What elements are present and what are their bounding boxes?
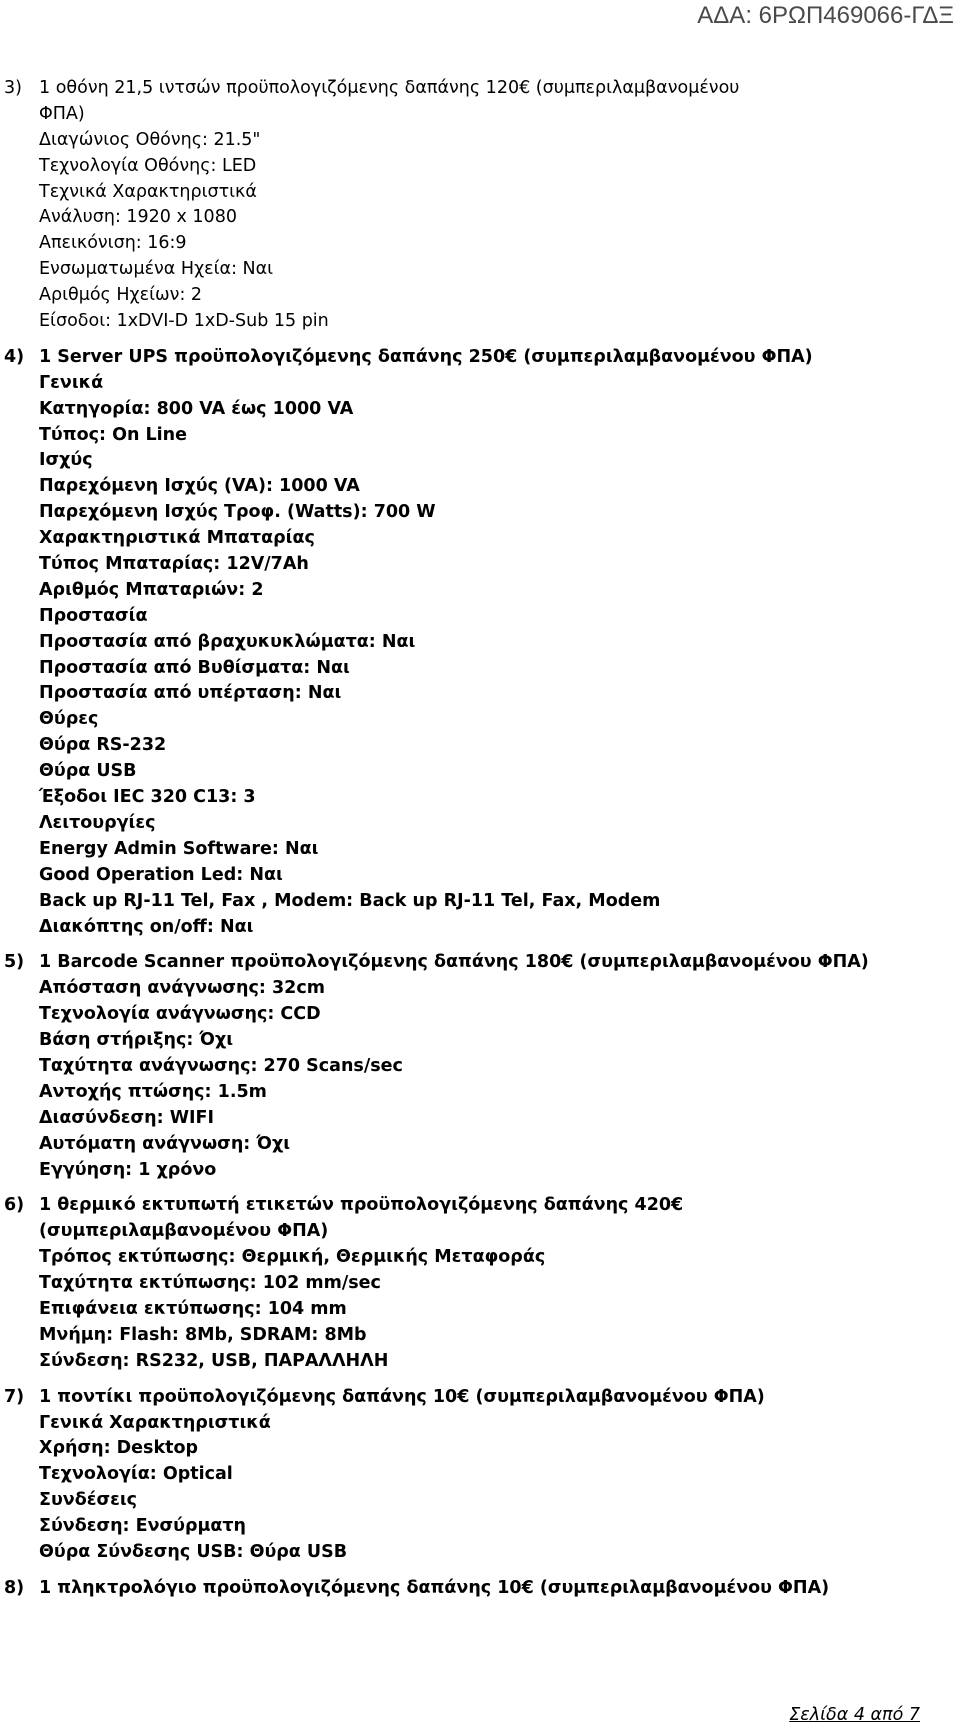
spec-item-line	[0, 1080, 950, 1106]
spec-item-text: Ενσωματωμένα Ηχεία: Ναι	[39, 259, 274, 280]
spec-item-text: (συμπεριλαμβανομένου ΦΠΑ)	[39, 1221, 329, 1242]
spec-item-line	[0, 759, 950, 785]
spec-item-line	[0, 154, 950, 180]
spec-item-line	[0, 1106, 950, 1132]
page-number: Σελίδα 4 από 7	[789, 1705, 920, 1725]
spec-item-line	[0, 1488, 950, 1514]
spec-item-text: Διασύνδεση: WIFI	[39, 1107, 214, 1128]
spec-item-heading	[0, 950, 950, 976]
spec-item-text: Θύρα RS-232	[39, 735, 167, 756]
spec-item-text: Σύνδεση: RS232, USB, ΠΑΡΑΛΛΗΛΗ	[39, 1350, 389, 1371]
spec-item	[0, 1385, 950, 1566]
spec-item-text: Αριθμός Μπαταριών: 2	[39, 579, 264, 600]
spec-item-text: Τύπος: On Line	[39, 424, 187, 445]
spec-item-text: Προστασία από υπέρταση: Ναι	[39, 683, 342, 704]
spec-item-text: 1 οθόνη 21,5 ιντσών προϋπολογιζόμενης δαπάνης 120€ (συμπεριλαμβανομένου	[39, 78, 740, 98]
spec-item-line	[0, 526, 950, 552]
spec-item-text: Τεχνολογία ανάγνωσης: CCD	[39, 1004, 321, 1025]
spec-item-line	[0, 500, 950, 526]
spec-item-line	[0, 1002, 950, 1028]
spec-item-line	[0, 1219, 950, 1245]
spec-item-text: Προστασία από βραχυκυκλώματα: Ναι	[39, 631, 416, 652]
spec-item-line	[0, 1245, 950, 1271]
spec-item-line	[0, 474, 950, 500]
spec-item-text: Προστασία	[39, 605, 148, 626]
spec-item-text: Παρεχόμενη Ισχύς Τροφ. (Watts): 700 W	[39, 502, 436, 523]
spec-item-text: Επιφάνεια εκτύπωσης: 104 mm	[39, 1298, 347, 1319]
spec-item-line	[0, 257, 950, 283]
spec-item-line	[0, 915, 950, 941]
spec-item-line	[0, 733, 950, 759]
spec-item-line	[0, 1158, 950, 1184]
spec-item-text: Τεχνολογία Οθόνης: LED	[39, 155, 257, 176]
spec-item-line	[0, 1411, 950, 1437]
spec-item-line	[0, 231, 950, 257]
spec-item-text: 1 ποντίκι προϋπολογιζόμενης δαπάνης 10€ (συμπεριλαμβανομένου ΦΠΑ)	[39, 1386, 765, 1407]
spec-item-text: Τεχνικά Χαρακτηριστικά	[39, 181, 257, 202]
spec-item	[0, 1576, 950, 1602]
spec-item-line	[0, 283, 950, 309]
spec-item-text: Συνδέσεις	[39, 1490, 138, 1511]
spec-item-text: 1 θερμικό εκτυπωτή ετικετών προϋπολογιζόμενης δαπάνης 420€	[39, 1195, 684, 1216]
spec-item-line	[0, 1132, 950, 1158]
spec-item	[0, 1193, 950, 1374]
spec-item-line	[0, 371, 950, 397]
spec-item-text: Θύρα USB	[39, 761, 137, 782]
spec-item-line	[0, 180, 950, 206]
spec-item-text: Ανάλυση: 1920 x 1080	[39, 207, 237, 228]
spec-item-line	[0, 681, 950, 707]
spec-item-heading	[0, 1385, 950, 1411]
spec-item-text: Good Operation Led: Ναι	[39, 864, 283, 885]
spec-item-text: Back up RJ-11 Tel, Fax , Modem: Back up RJ-11 Tel, Fax, Modem	[39, 890, 661, 911]
spec-item-line	[0, 448, 950, 474]
spec-item-line	[0, 1349, 950, 1375]
spec-item-line	[0, 205, 950, 231]
spec-item-line	[0, 309, 950, 335]
spec-item	[0, 76, 950, 335]
spec-item	[0, 950, 950, 1183]
spec-item-line	[0, 630, 950, 656]
spec-item	[0, 345, 950, 940]
spec-item-line	[0, 1054, 950, 1080]
spec-item-text: Παρεχόμενη Ισχύς (VA): 1000 VA	[39, 476, 360, 497]
spec-list	[0, 76, 950, 1602]
spec-item-line	[0, 552, 950, 578]
spec-item-number: 7)	[4, 1386, 25, 1407]
spec-item-text: Ταχύτητα εκτύπωσης: 102 mm/sec	[39, 1273, 381, 1294]
spec-item-text: Αριθμός Ηχείων: 2	[39, 285, 203, 306]
spec-item-text: Αυτόματη ανάγνωση: Όχι	[39, 1133, 291, 1154]
spec-item-text: Απεικόνιση: 16:9	[39, 233, 187, 254]
spec-item-line	[0, 1297, 950, 1323]
document-id-header: ΑΔΑ: 6ΡΩΠ469066-ΓΔΞ	[697, 2, 954, 29]
spec-item-line	[0, 128, 950, 154]
spec-item-line	[0, 1462, 950, 1488]
spec-item-text: Είσοδοι: 1xDVI-D 1xD-Sub 15 pin	[39, 311, 329, 332]
spec-item-line	[0, 102, 950, 128]
spec-item-text: Τεχνολογία: Optical	[39, 1464, 233, 1485]
spec-item-text: ΦΠΑ)	[39, 103, 85, 124]
spec-item-text: Σύνδεση: Ενσύρματη	[39, 1516, 247, 1537]
spec-item-line	[0, 863, 950, 889]
spec-item-number: 3)	[4, 78, 22, 98]
spec-item-text: 1 πληκτρολόγιο προϋπολογιζόμενης δαπάνης 10€ (συμπεριλαμβανομένου ΦΠΑ)	[39, 1577, 830, 1598]
spec-item-heading	[0, 1193, 950, 1219]
spec-item-number: 8)	[4, 1577, 25, 1598]
spec-item-number: 5)	[4, 952, 25, 973]
spec-item-heading	[0, 76, 950, 102]
spec-item-line	[0, 423, 950, 449]
spec-item-number: 4)	[4, 346, 25, 367]
spec-item-line	[0, 976, 950, 1002]
spec-item-text: Θύρες	[39, 709, 99, 730]
spec-item-text: Γενικά Χαρακτηριστικά	[39, 1412, 271, 1433]
spec-item-line	[0, 397, 950, 423]
spec-item-line	[0, 889, 950, 915]
spec-item-text: Προστασία από Βυθίσματα: Ναι	[39, 657, 350, 678]
spec-item-number: 6)	[4, 1195, 25, 1216]
spec-item-line	[0, 1271, 950, 1297]
spec-item-line	[0, 811, 950, 837]
spec-item-text: Αντοχής πτώσης: 1.5m	[39, 1081, 267, 1102]
spec-item-line	[0, 837, 950, 863]
spec-item-heading	[0, 345, 950, 371]
spec-item-text: Τύπος Μπαταρίας: 12V/7Ah	[39, 554, 309, 575]
spec-item-line	[0, 1028, 950, 1054]
spec-item-line	[0, 707, 950, 733]
spec-item-text: Ταχύτητα ανάγνωσης: 270 Scans/sec	[39, 1055, 403, 1076]
spec-item-text: Θύρα Σύνδεσης USB: Θύρα USB	[39, 1541, 348, 1562]
spec-item-text: Έξοδοι IEC 320 C13: 3	[39, 787, 256, 808]
spec-item-text: Ισχύς	[39, 450, 93, 471]
spec-item-text: Απόσταση ανάγνωσης: 32cm	[39, 978, 325, 999]
spec-item-text: Εγγύηση: 1 χρόνο	[39, 1159, 217, 1180]
spec-item-text: Λειτουργίες	[39, 812, 156, 833]
spec-item-line	[0, 1323, 950, 1349]
spec-item-line	[0, 785, 950, 811]
spec-item-line	[0, 578, 950, 604]
spec-item-line	[0, 1540, 950, 1566]
spec-item-text: 1 Server UPS προϋπολογιζόμενης δαπάνης 250€ (συμπεριλαμβανομένου ΦΠΑ)	[39, 346, 813, 367]
spec-item-text: 1 Barcode Scanner προϋπολογιζόμενης δαπάνης 180€ (συμπεριλαμβανομένου ΦΠΑ)	[39, 952, 869, 973]
spec-item-text: Τρόπος εκτύπωσης: Θερμική, Θερμικής Μεταφοράς	[39, 1247, 546, 1268]
spec-item-line	[0, 656, 950, 682]
spec-item-text: Γενικά	[39, 372, 104, 393]
spec-item-text: Χαρακτηριστικά Μπαταρίας	[39, 528, 315, 549]
spec-item-line	[0, 1514, 950, 1540]
spec-item-text: Energy Admin Software: Ναι	[39, 838, 319, 859]
spec-item-text: Κατηγορία: 800 VA έως 1000 VA	[39, 398, 354, 419]
spec-item-text: Μνήμη: Flash: 8Mb, SDRAM: 8Mb	[39, 1324, 367, 1345]
spec-item-heading	[0, 1576, 950, 1602]
spec-item-text: Διακόπτης on/off: Ναι	[39, 916, 254, 937]
spec-item-line	[0, 604, 950, 630]
spec-item-text: Χρήση: Desktop	[39, 1438, 199, 1459]
spec-item-text: Βάση στήριξης: Όχι	[39, 1030, 234, 1051]
spec-item-text: Διαγώνιος Οθόνης: 21.5"	[39, 129, 261, 150]
spec-item-line	[0, 1436, 950, 1462]
